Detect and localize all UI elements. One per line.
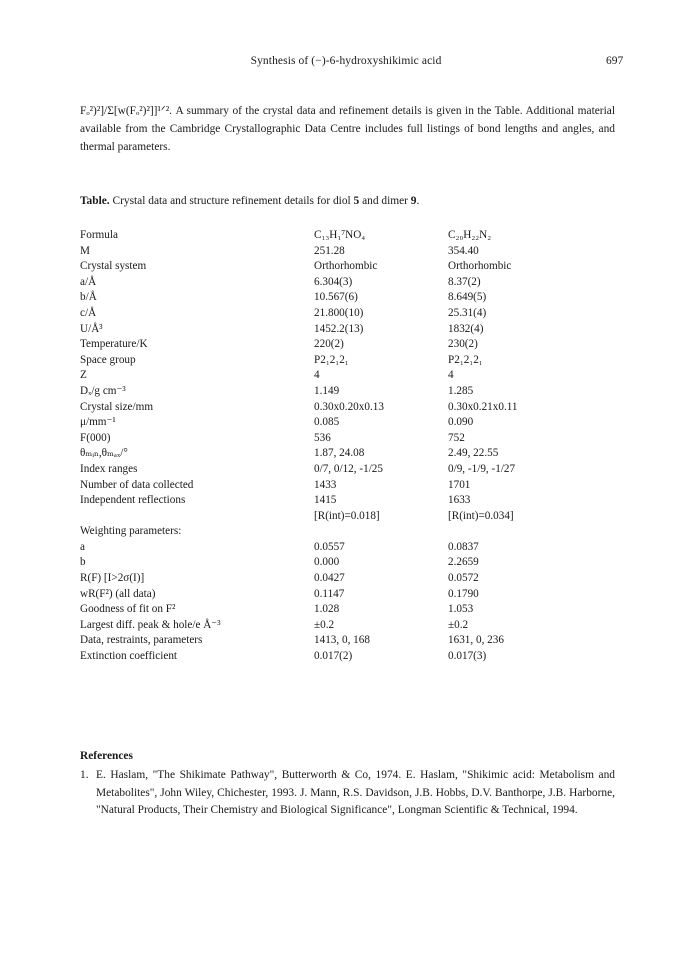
table-cell-label: Dₓ/g cm⁻³ [80, 384, 126, 397]
table-cell-dimer: 8.649(5) [448, 291, 487, 304]
table-cell-diol: 0.000 [314, 556, 340, 569]
body-paragraph: Fₒ²)²]/Σ[w(Fₒ²)²]]¹ᐟ². A summary of the crystal data and refinement details is given in the Table. Additional material available from the Cambridge Crystallographic Data Centre includes full listings of bond lengths and angles, and thermal parameters. [80, 105, 615, 153]
table-cell-diol: 1452.2(13) [314, 322, 364, 335]
table-cell-label: Crystal system [80, 260, 147, 273]
table-cell-dimer: 0.017(3) [448, 650, 487, 663]
table-cell-dimer: 1.285 [448, 384, 474, 397]
table-cell-diol: 536 [314, 431, 331, 444]
table-cell-dimer: 1701 [448, 478, 471, 491]
references-heading: References [80, 750, 133, 762]
table-cell-diol: 0.30x0.20x0.13 [314, 400, 384, 413]
table-cell-dimer: 230(2) [448, 338, 478, 351]
table-cell-label: a/Å [80, 275, 97, 288]
table-cell-label: Largest diff. peak & hole/e Å⁻³ [80, 618, 221, 631]
table-cell-dimer: 1.053 [448, 603, 474, 616]
table-cell-dimer: 2.49, 22.55 [448, 447, 499, 460]
table-cell-dimer: 0.0572 [448, 572, 479, 585]
table-cell-label: a [80, 540, 85, 553]
table-cell-dimer: 0.0837 [448, 540, 479, 553]
table-cell-label: Index ranges [80, 462, 138, 475]
reference-number: 1. [80, 769, 89, 781]
table-cell-diol: 1415 [314, 494, 337, 507]
table-cell-dimer: 1631, 0, 236 [448, 634, 504, 647]
table-cell-label: b [80, 556, 86, 569]
reference-item [80, 767, 615, 820]
table-cell-diol: 1413, 0, 168 [314, 634, 370, 647]
table-cell-dimer: [R(int)=0.034] [448, 509, 514, 522]
table-caption [80, 195, 615, 207]
table-cell-diol: C₁₃H₁⁷NO₄ [314, 229, 366, 241]
table-cell-diol: 0.017(2) [314, 650, 353, 663]
table-cell-diol: Orthorhombic [314, 260, 378, 273]
table-cell-dimer: 8.37(2) [448, 275, 481, 288]
table-cell-label: Temperature/K [80, 338, 148, 351]
table-cell-dimer: C₂₀H₂₂N₂ [448, 229, 492, 241]
table-cell-dimer: 4 [448, 369, 454, 382]
table-cell-label: μ/mm⁻¹ [80, 416, 116, 429]
table-cell-label: wR(F²) (all data) [80, 587, 156, 600]
table-cell-label: F(000) [80, 431, 111, 444]
table-cell-label: Space group [80, 353, 136, 366]
table-cell-label: M [80, 244, 90, 257]
table-cell-label: Goodness of fit on F² [80, 603, 176, 616]
table-cell-dimer: 2.2659 [448, 556, 479, 569]
table-caption-end: . [416, 195, 420, 207]
table-cell-dimer: 1832(4) [448, 322, 484, 335]
table-cell-dimer: 752 [448, 431, 465, 444]
table-cell-diol: 0.0427 [314, 572, 345, 585]
table-caption-text: Crystal data and structure refinement details for diol [109, 195, 354, 207]
table-cell-label: Number of data collected [80, 478, 194, 491]
table-cell-diol: 10.567(6) [314, 291, 358, 304]
table-cell-label: Formula [80, 229, 118, 241]
table-cell-diol: 1.149 [314, 384, 340, 397]
compound-number-diol: 5 [353, 195, 360, 207]
table-cell-diol: 220(2) [314, 338, 344, 351]
running-title: Synthesis of (−)-6-hydroxyshikimic acid [250, 55, 442, 67]
reference-text: E. Haslam, "The Shikimate Pathway", Butterworth & Co, 1974. E. Haslam, "Shikimic acid: Metabolism and Metabolites", John Wiley, Chichester, 1993. J. Mann, R.S. Davidson, J.B. Hobbs, D.V. Banthorpe, J.B. Harborne, "Natural Products, Their Chemistry and Biological Significance", Longman Scientific & Technical, 1994. [96, 769, 615, 816]
table-cell-label: R(F) [I>2σ(I)] [80, 572, 145, 585]
table-cell-diol: [R(int)=0.018] [314, 509, 380, 522]
table-cell-diol: ±0.2 [314, 618, 335, 631]
table-cell-diol: 0.085 [314, 416, 340, 429]
table-cell-label: Weighting parameters: [80, 525, 182, 538]
table-caption-text: and dimer [359, 195, 411, 207]
table-caption-label: Table. [80, 195, 110, 207]
table-cell-diol: 0.0557 [314, 540, 345, 553]
table-cell-label: Independent reflections [80, 494, 186, 507]
table-cell-label: θₘᵢₙ,θₘₐₓ/° [80, 447, 128, 460]
table-cell-diol: 4 [314, 369, 320, 382]
table-cell-label: Extinction coefficient [80, 650, 178, 663]
table-cell-dimer: 1633 [448, 494, 471, 507]
table-cell-dimer: 0/9, -1/9, -1/27 [448, 462, 516, 475]
table-cell-diol: 0/7, 0/12, -1/25 [314, 462, 383, 475]
table-cell-label: b/Å [80, 291, 97, 304]
table-cell-dimer: 25.31(4) [448, 306, 487, 319]
table-cell-diol: 6.304(3) [314, 275, 353, 288]
table-cell-label: Data, restraints, parameters [80, 634, 203, 647]
table-cell-dimer: ±0.2 [448, 618, 469, 631]
table-cell-dimer: 0.1790 [448, 587, 479, 600]
table-cell-diol: 251.28 [314, 244, 345, 257]
compound-number-dimer: 9 [410, 195, 417, 207]
table-cell-diol: P2₁2₁2₁ [314, 353, 349, 366]
table-cell-diol: 1.028 [314, 603, 340, 616]
table-cell-dimer: Orthorhombic [448, 260, 512, 273]
table-cell-dimer: P2₁2₁2₁ [448, 353, 483, 366]
table-cell-label: Crystal size/mm [80, 400, 154, 413]
table-cell-diol: 1433 [314, 478, 337, 491]
table-cell-label: c/Å [80, 306, 97, 319]
table-cell-label: Z [80, 369, 87, 382]
table-cell-dimer: 0.090 [448, 416, 474, 429]
table-cell-diol: 0.1147 [314, 587, 345, 600]
table-cell-label: U/Å³ [80, 322, 103, 335]
table-cell-diol: 1.87, 24.08 [314, 447, 365, 460]
table-cell-dimer: 354.40 [448, 244, 479, 257]
page-number: 697 [606, 55, 624, 67]
table-cell-diol: 21.800(10) [314, 306, 364, 319]
table-cell-dimer: 0.30x0.21x0.11 [448, 400, 518, 413]
